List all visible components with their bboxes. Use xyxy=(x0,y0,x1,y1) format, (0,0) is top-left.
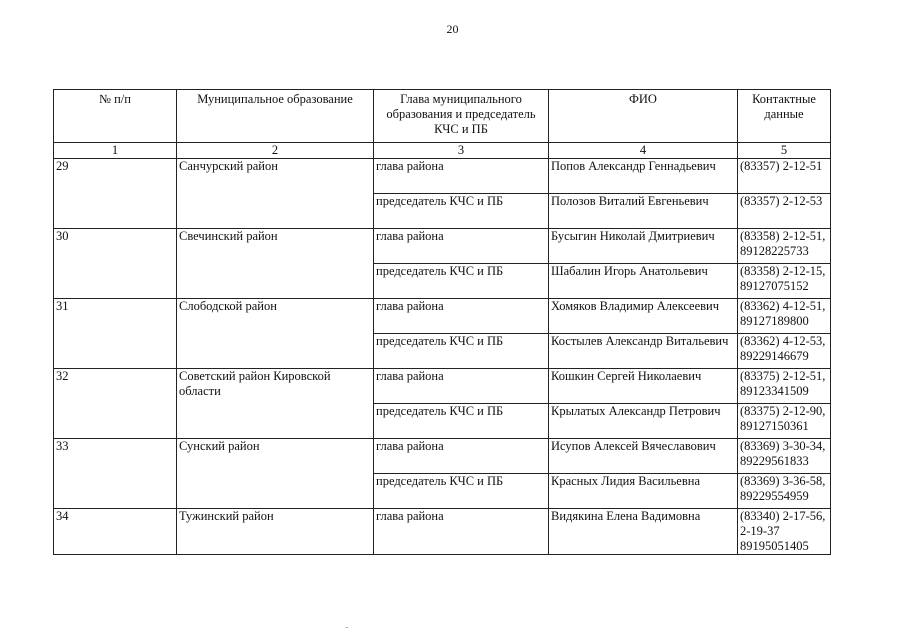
role-cell: председатель КЧС и ПБ xyxy=(374,264,549,299)
row-number: 29 xyxy=(54,159,177,229)
contacts-cell: (83362) 4-12-53, 89229146679 xyxy=(738,334,831,369)
column-number: 1 xyxy=(54,143,177,159)
row-number: 31 xyxy=(54,299,177,369)
municipality-cell: Свечинский район xyxy=(177,229,374,299)
role-cell: председатель КЧС и ПБ xyxy=(374,334,549,369)
table-row xyxy=(54,229,831,264)
contacts-cell: (83369) 3-36-58, 89229554959 xyxy=(738,474,831,509)
column-number: 3 xyxy=(374,143,549,159)
column-number-row xyxy=(54,143,831,159)
role-cell: глава района xyxy=(374,299,549,334)
row-number: 33 xyxy=(54,439,177,509)
contacts-cell: (83375) 2-12-51, 89123341509 xyxy=(738,369,831,404)
role-cell: глава района xyxy=(374,439,549,474)
column-number: 2 xyxy=(177,143,374,159)
page-number: 20 xyxy=(446,22,459,36)
municipality-cell: Слободской район xyxy=(177,299,374,369)
role-cell: глава района xyxy=(374,159,549,194)
table-row xyxy=(54,369,831,404)
header-fio: ФИО xyxy=(549,90,738,143)
header-contacts: Контактные данные xyxy=(738,90,831,143)
role-cell: председатель КЧС и ПБ xyxy=(374,474,549,509)
role-cell: глава района xyxy=(374,229,549,264)
row-number: 34 xyxy=(54,509,177,555)
table-row xyxy=(54,509,831,555)
contacts-cell: (83369) 3-30-34, 89229561833 xyxy=(738,439,831,474)
fio-cell: Видякина Елена Вадимовна xyxy=(549,509,738,555)
table-row xyxy=(54,159,831,194)
municipal-contacts-table xyxy=(53,89,831,555)
municipality-cell: Санчурский район xyxy=(177,159,374,229)
row-number: 32 xyxy=(54,369,177,439)
municipality-cell: Советский район Кировской области xyxy=(177,369,374,439)
column-number: 5 xyxy=(738,143,831,159)
contacts-cell: (83375) 2-12-90, 89127150361 xyxy=(738,404,831,439)
contacts-cell: (83357) 2-12-51 xyxy=(738,159,831,194)
contacts-cell: (83340) 2-17-56, 2-19-37 89195051405 xyxy=(738,509,831,555)
table-row xyxy=(54,439,831,474)
contacts-cell: (83358) 2-12-15, 89127075152 xyxy=(738,264,831,299)
fio-cell: Хомяков Владимир Алексеевич xyxy=(549,299,738,334)
header-role: Глава муниципального образования и председатель КЧС и ПБ xyxy=(374,90,549,143)
header-num: № п/п xyxy=(54,90,177,143)
column-number: 4 xyxy=(549,143,738,159)
role-cell: глава района xyxy=(374,509,549,555)
role-cell: председатель КЧС и ПБ xyxy=(374,194,549,229)
fio-cell: Полозов Виталий Евгеньевич xyxy=(549,194,738,229)
role-cell: глава района xyxy=(374,369,549,404)
municipality-cell: Сунский район xyxy=(177,439,374,509)
header-row xyxy=(54,90,831,143)
fio-cell: Попов Александр Геннадьевич xyxy=(549,159,738,194)
municipality-cell: Тужинский район xyxy=(177,509,374,555)
fio-cell: Исупов Алексей Вячеславович xyxy=(549,439,738,474)
table-row xyxy=(54,299,831,334)
scan-artifact: - xyxy=(345,622,349,633)
header-municipality: Муниципальное образование xyxy=(177,90,374,143)
contacts-cell: (83362) 4-12-51, 89127189800 xyxy=(738,299,831,334)
fio-cell: Бусыгин Николай Дмитриевич xyxy=(549,229,738,264)
contacts-cell: (83357) 2-12-53 xyxy=(738,194,831,229)
role-cell: председатель КЧС и ПБ xyxy=(374,404,549,439)
fio-cell: Кошкин Сергей Николаевич xyxy=(549,369,738,404)
row-number: 30 xyxy=(54,229,177,299)
fio-cell: Красных Лидия Васильевна xyxy=(549,474,738,509)
contacts-cell: (83358) 2-12-51, 89128225733 xyxy=(738,229,831,264)
fio-cell: Костылев Александр Витальевич xyxy=(549,334,738,369)
fio-cell: Шабалин Игорь Анатольевич xyxy=(549,264,738,299)
fio-cell: Крылатых Александр Петрович xyxy=(549,404,738,439)
